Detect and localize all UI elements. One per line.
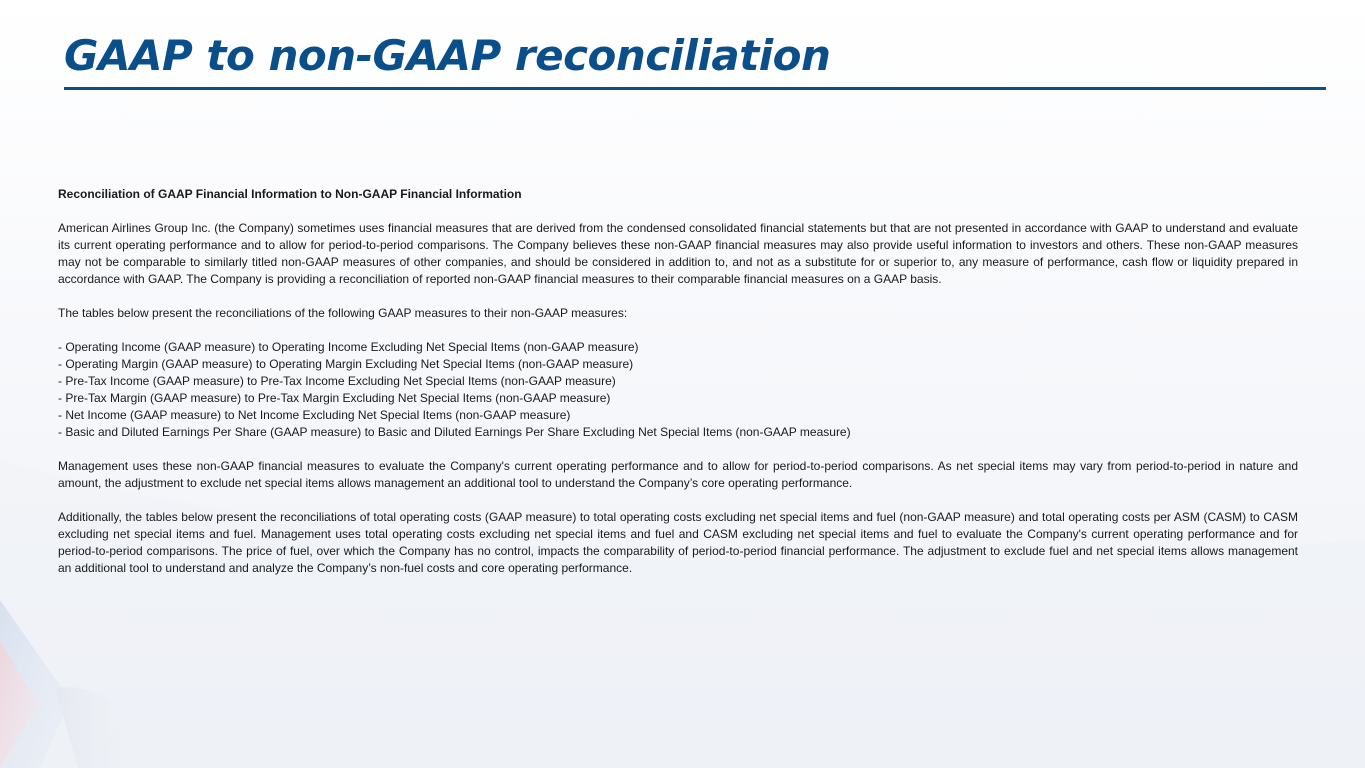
measure-item: - Pre-Tax Margin (GAAP measure) to Pre-Tax Margin Excluding Net Special Items (non-GAAP measure) — [58, 391, 611, 405]
reconciliation-body — [58, 186, 1298, 594]
measure-item: - Operating Margin (GAAP measure) to Operating Margin Excluding Net Special Items (non-GAAP measure) — [58, 357, 634, 371]
section-heading: Reconciliation of GAAP Financial Information to Non-GAAP Financial Information — [58, 187, 522, 201]
intro-paragraph: American Airlines Group Inc. (the Company) sometimes uses financial measures that are derived from the condensed consolidated financial statements but that are not presented in accordance with GAAP to understand and evaluate its current operating performance and to allow for period-to-period comparisons. The Company believes these non-GAAP financial measures may also provide useful information to investors and others. These non-GAAP measures may not be comparable to similarly titled non-GAAP measures of other companies, and should be considered in addition to, and not as a substitute for or superior to, any measure of performance, cash flow or liquidity prepared in accordance with GAAP. The Company is providing a reconciliation of reported non-GAAP financial measures to their comparable financial measures on a GAAP basis. — [58, 221, 1298, 286]
title-divider — [64, 87, 1326, 90]
swoosh-grey-shape — [55, 687, 150, 768]
measures-list — [58, 339, 1298, 441]
measure-item: - Operating Income (GAAP measure) to Operating Income Excluding Net Special Items (non-GAAP measure) — [58, 340, 639, 354]
additional-paragraph: Additionally, the tables below present the reconciliations of total operating costs (GAAP measure) to total operating costs excluding net special items and fuel (non-GAAP measure) and total operating costs per ASM (CASM) to CASM excluding net special items and fuel. Management uses total operating costs excluding net special items and fuel and CASM excluding net special items and fuel to evaluate the Company's current operating performance and for period-to-period comparisons. The price of fuel, over which the Company has no control, impacts the comparability of period-to-period financial performance. The adjustment to exclude fuel and net special items allows management an additional tool to understand and analyze the Company’s non-fuel costs and core operating performance. — [58, 510, 1298, 575]
swoosh-blue-shape — [0, 600, 70, 768]
management-paragraph: Management uses these non-GAAP financial measures to evaluate the Company's current operating performance and to allow for period-to-period comparisons. As net special items may vary from period-to-period in nature and amount, the adjustment to exclude net special items allows management an additional tool to understand the Company’s core operating performance. — [58, 459, 1298, 490]
page-title: GAAP to non-GAAP reconciliation — [64, 31, 831, 80]
measure-item: - Pre-Tax Income (GAAP measure) to Pre-Tax Income Excluding Net Special Items (non-GAAP measure) — [58, 374, 616, 388]
tables-intro-paragraph: The tables below present the reconciliations of the following GAAP measures to their non-GAAP measures: — [58, 306, 628, 320]
measure-item: - Net Income (GAAP measure) to Net Income Excluding Net Special Items (non-GAAP measure) — [58, 408, 571, 422]
swoosh-red-shape — [0, 640, 38, 768]
measure-item: - Basic and Diluted Earnings Per Share (GAAP measure) to Basic and Diluted Earnings Per Share Excluding Net Special Items (non-GAAP measure) — [58, 425, 851, 439]
